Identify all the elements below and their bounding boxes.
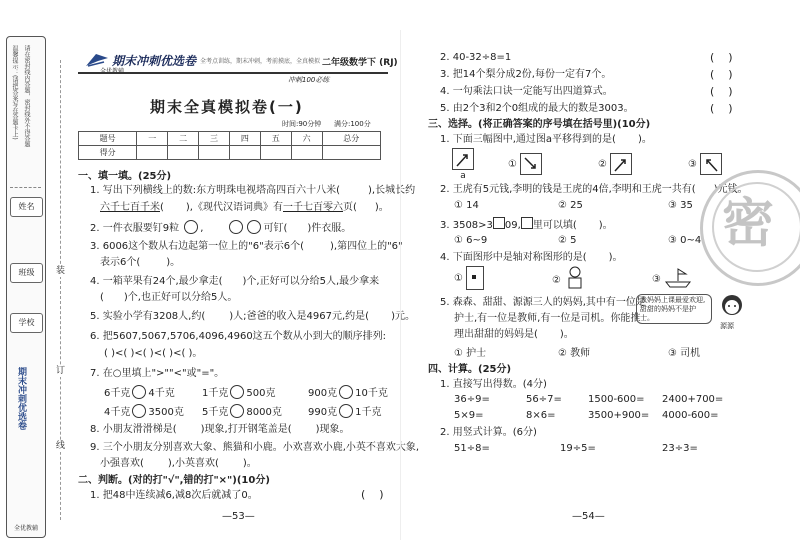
boat-icon [664, 266, 692, 292]
compare-circle[interactable] [339, 404, 353, 418]
s1-q3-line1: 3. 6006这个数从右边起第一位上的"6"表示6个( ),第四位上的"6" [90, 241, 403, 252]
shape-a-label: a [460, 171, 466, 181]
calc-item: 4000-600= [662, 410, 719, 421]
s3-q2-opt1: ① 14 [454, 200, 479, 211]
s1-q5: 5. 实验小学有3208人,约( )人;爸爸的收入是4967元,约是( )元。 [90, 311, 415, 322]
sidebar-brand: 期末冲刺优选卷 [16, 367, 26, 430]
s1-q3-line2: 表示6个( )。 [100, 257, 181, 268]
s3-q4-opt1: ① [454, 266, 484, 290]
exam-title: 期末全真模拟卷(一) [150, 98, 304, 116]
playing-card-icon [466, 266, 484, 290]
calc-item: 2400+700= [662, 394, 724, 405]
score-header-cell: 四 [229, 132, 260, 146]
calc-item: 3500+900= [588, 410, 650, 421]
school-field: 学校 [10, 313, 43, 333]
cut-line [10, 187, 41, 188]
calc-item: 23÷3= [662, 443, 698, 454]
calc-item: 1500-600= [588, 394, 645, 405]
s3-q2-opt2: ② 25 [558, 200, 583, 211]
s1-q4-line2: ( )个,也正好可以分给5人。 [100, 292, 238, 303]
exam-time: 时间:90分钟 [282, 120, 322, 128]
name-field: 姓名 [10, 197, 43, 217]
stamp-glyph: 密 [722, 194, 775, 254]
answer-paren[interactable]: ( ) [710, 51, 733, 64]
score-header-cell: 一 [137, 132, 168, 146]
arrow-shape-icon [610, 153, 632, 175]
button-image-icon [184, 220, 198, 234]
calc-item: 8×6= [526, 410, 556, 421]
child-figure-icon [564, 266, 586, 294]
compare-circle[interactable] [230, 385, 244, 399]
header-subtitle: 冲刺100必练 [288, 76, 330, 84]
s3-q4-opt3: ③ [652, 266, 692, 292]
page-number-left: —53— [222, 511, 255, 522]
arrow-shape-icon [520, 153, 542, 175]
s1-q7-row1c: 900克 10千克 [308, 385, 388, 400]
header-tagline: 全考点训练，期末冲刺，考前摸底，全真模拟 [200, 58, 321, 65]
s1-q8: 8. 小朋友滑滑梯是( )现象,打开钢笔盖是( )现象。 [90, 424, 350, 435]
brand-subtitle: 全优教辅 [100, 68, 125, 75]
arrow-shape-icon [700, 153, 722, 175]
seal-mark-zhuang: 装 [56, 266, 66, 276]
score-cell[interactable] [137, 146, 168, 160]
s3-q5-opt3: ③ 司机 [668, 348, 701, 359]
score-header-cell: 五 [260, 132, 291, 146]
score-cell[interactable] [168, 146, 199, 160]
s3-q5-line3: 理出甜甜的妈妈是( )。 [454, 329, 574, 340]
score-cell[interactable] [322, 146, 380, 160]
section1-heading: 一、填一填。(25分) [78, 171, 172, 182]
binding-sidebar [6, 36, 46, 538]
sidebar-notes-1: 温馨提示：(请把答案写在答题卡上) [11, 45, 18, 140]
score-cell[interactable] [199, 146, 230, 160]
s1-q7-row2: 4千克 3500克 [104, 404, 184, 419]
class-field: 班级 [10, 263, 43, 283]
button-image-icon [247, 220, 261, 234]
section4-heading: 四、计算。(25分) [428, 364, 512, 375]
answer-paren[interactable]: ( ) [710, 102, 733, 115]
answer-paren[interactable]: ( ) [710, 85, 733, 98]
score-table [78, 131, 381, 160]
seal-mark-ding: 订 [56, 366, 66, 376]
s3-q3: 3. 3508>3 09, 里可以填( )。 [440, 217, 613, 232]
s1-q7: 7. 在○里填上">""<"或"="。 [90, 368, 225, 379]
seal-mark-xian: 线 [56, 441, 66, 451]
sidebar-brand-small: 全优教辅 [13, 525, 38, 532]
page-number-right: —54— [572, 511, 605, 522]
speaker-name: 源源 [720, 322, 734, 330]
s1-q6-line1: 6. 把5607,5067,5706,4096,4960这五个数从小到大的顺序排列: [90, 331, 387, 342]
s3-q1-opt2: ② [598, 153, 632, 175]
s4-q2: 2. 用竖式计算。(6分) [440, 427, 537, 438]
s2-item-3: 3. 把14个梨分成2份,每份一定有7个。 [440, 69, 612, 80]
header-rule [78, 72, 388, 74]
compare-circle[interactable] [132, 385, 146, 399]
calc-item: 56÷7= [526, 394, 562, 405]
s1-q1-line1: 1. 写出下列横线上的数:东方明珠电视塔高四百六十八米( ),长城长约 [90, 185, 416, 196]
score-header-cell: 三 [199, 132, 230, 146]
sidebar-notes-2: 请在密封线内答题，密封线外不得答题 [23, 45, 30, 147]
s3-q5-line1: 5. 森森、甜甜、源源三人的妈妈,其中有一位是 [440, 297, 646, 308]
calc-item: 19÷5= [560, 443, 596, 454]
s1-q4-line1: 4. 一箱苹果有24个,最少拿走( )个,正好可以分给5人,最少拿来 [90, 276, 380, 287]
answer-paren[interactable]: ( ) [710, 68, 733, 81]
s3-q3-opt1: ① 6~9 [454, 235, 488, 246]
s3-q2: 2. 王虎有5元钱,李明的钱是王虎的4倍,李明和王虎一共有( )元钱。 [440, 184, 748, 195]
s2-item-1: 1. 把48中连续减6,减8次后就减了0。 [90, 490, 258, 501]
compare-circle[interactable] [230, 404, 244, 418]
section3-heading: 三、选择。(将正确答案的序号填在括号里)(10分) [428, 119, 651, 130]
compare-circle[interactable] [132, 404, 146, 418]
calc-item: 51÷8= [454, 443, 490, 454]
s3-q4-opt2: ② [552, 266, 586, 294]
s1-q7-row1: 6千克 4千克 [104, 385, 175, 400]
calc-item: 36÷9= [454, 394, 490, 405]
s3-q2-opt3: ③ 35 [668, 200, 693, 211]
score-row-label: 得分 [79, 146, 137, 160]
girl-avatar-icon [718, 292, 746, 324]
s2-item-4: 4. 一句乘法口诀一定能写出四道算式。 [440, 86, 613, 97]
s4-q1: 1. 直接写出得数。(4分) [440, 379, 547, 390]
score-table-row [79, 146, 381, 160]
score-cell[interactable] [291, 146, 322, 160]
s1-q9-line2: 小强喜欢( ),小英喜欢( )。 [100, 458, 257, 469]
s3-q1-opt3: ③ [688, 153, 722, 175]
brand-title: 期末冲刺优选卷 [112, 54, 197, 68]
s3-q3-opt3: ③ 0~4 [668, 235, 702, 246]
s1-q7-row1b: 1千克 500克 [202, 385, 275, 400]
section2-heading: 二、判断。(对的打"√",错的打"×")(10分) [78, 475, 270, 486]
s1-q1-line2: 六千七百千米( ),《现代汉语词典》有一千七百零六页( )。 [100, 202, 389, 213]
s2-item-5: 5. 由2个3和2个0组成的最大的数是3003。 [440, 103, 634, 114]
calc-item: 5×9= [454, 410, 484, 421]
score-cell[interactable] [229, 146, 260, 160]
button-image-icon [229, 220, 243, 234]
s3-q4: 4. 下面图形中是轴对称图形的是( )。 [440, 252, 623, 263]
compare-circle[interactable] [339, 385, 353, 399]
page-divider [400, 30, 401, 540]
s3-q1: 1. 下面三幅图中,通过图a平移得到的是( )。 [440, 134, 652, 145]
s3-q1-opt1: ① [508, 153, 542, 175]
s3-q5-opt2: ② 教师 [558, 348, 591, 359]
score-cell[interactable] [260, 146, 291, 160]
speech-bubble: 我妈妈上课最爱欢迎,甜甜的妈妈不是护士。 [636, 294, 712, 324]
s3-q5-line2: 护士,有一位是教师,有一位是司机。你能推 [454, 313, 641, 324]
answer-paren[interactable]: ( ) [361, 488, 384, 501]
grade-tag: 二年级数学下 (RJ) [322, 58, 398, 68]
s1-q7-row2c: 990克 1千克 [308, 404, 381, 419]
s3-q3-opt2: ② 5 [558, 235, 577, 246]
score-header-cell: 二 [168, 132, 199, 146]
arrow-shape-icon [452, 148, 474, 170]
s1-q7-row2b: 5千克 8000克 [202, 404, 282, 419]
score-header-cell: 题号 [79, 132, 137, 146]
score-header-cell: 总分 [322, 132, 380, 146]
s2-item-2: 2. 40-32÷8=1 [440, 52, 512, 63]
score-header-cell: 六 [291, 132, 322, 146]
s1-q6-line2: ( )<( )<( )<( )<( )。 [104, 348, 203, 359]
s1-q9-line1: 9. 三个小朋友分别喜欢大象、熊猫和小鹿。小欢喜欢小鹿,小英不喜欢大象, [90, 442, 420, 453]
exam-full-score: 满分:100分 [334, 120, 371, 128]
score-table-header-row [79, 132, 381, 146]
s1-q2: 2. 一件衣服要钉9粒 , 可钉( )件衣服。 [90, 220, 351, 235]
brand-logo-icon [84, 52, 110, 68]
shape-a [452, 148, 474, 182]
s3-q5-opt1: ① 护士 [454, 348, 487, 359]
